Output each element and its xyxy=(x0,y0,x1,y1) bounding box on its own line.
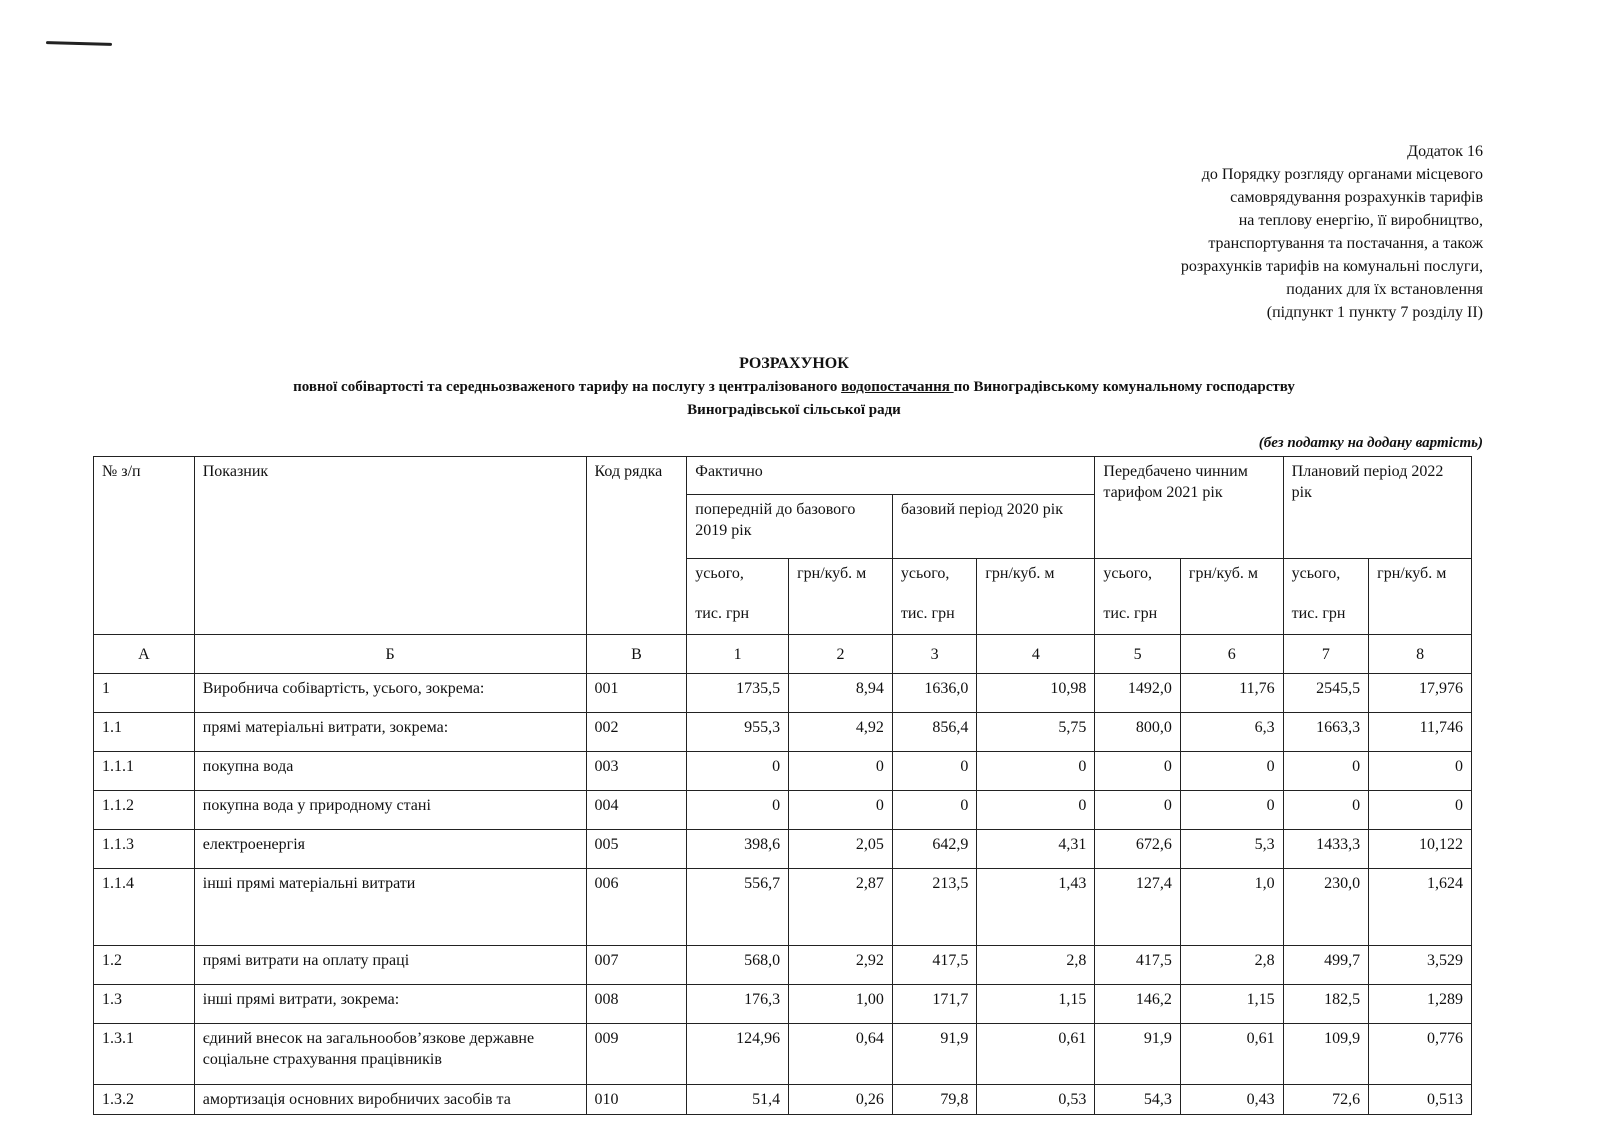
value-cell: 1,624 xyxy=(1369,869,1472,946)
value-cell: 5,75 xyxy=(977,713,1095,752)
header-total-top: усього, xyxy=(1103,565,1152,582)
value-cell: 171,7 xyxy=(892,985,976,1024)
value-cell: 0,53 xyxy=(977,1085,1095,1115)
addendum-line: транспортування та постачання, а також xyxy=(1208,235,1483,252)
value-cell: 0 xyxy=(789,752,893,791)
header-total xyxy=(892,559,976,635)
value-cell: 2,92 xyxy=(789,946,893,985)
value-cell: 1636,0 xyxy=(892,674,976,713)
addendum-note xyxy=(1063,140,1483,324)
value-cell: 642,9 xyxy=(892,830,976,869)
table-row xyxy=(94,985,1472,1024)
header-per-unit-text: грн/куб. м xyxy=(1377,565,1447,582)
indicator-name-cell: амортизація основних виробничих засобів та xyxy=(194,1085,586,1115)
table-row xyxy=(94,752,1472,791)
value-cell: 417,5 xyxy=(892,946,976,985)
value-cell: 0 xyxy=(1095,791,1180,830)
value-cell: 0 xyxy=(687,791,789,830)
value-cell: 0,513 xyxy=(1369,1085,1472,1115)
value-cell: 91,9 xyxy=(892,1024,976,1085)
header-base-period: базовий період 2020 рік xyxy=(892,495,1095,559)
value-cell: 0,776 xyxy=(1369,1024,1472,1085)
column-index-cell: 7 xyxy=(1283,635,1368,674)
indicator-name-cell: покупна вода xyxy=(194,752,586,791)
header-per-unit-text: грн/куб. м xyxy=(1188,565,1259,582)
value-cell: 2,87 xyxy=(789,869,893,946)
row-code-cell: 008 xyxy=(586,985,687,1024)
value-cell: 4,31 xyxy=(977,830,1095,869)
value-cell: 8,94 xyxy=(789,674,893,713)
column-index-cell: Б xyxy=(194,635,586,674)
value-cell: 0,26 xyxy=(789,1085,893,1115)
header-per-unit xyxy=(1180,559,1283,635)
header-total-top: усього, xyxy=(1291,565,1341,582)
indicator-name-cell: інші прямі витрати, зокрема: xyxy=(194,985,586,1024)
value-cell: 0 xyxy=(1095,752,1180,791)
value-cell: 146,2 xyxy=(1095,985,1180,1024)
header-per-unit xyxy=(789,559,893,635)
indicator-name-cell: єдиний внесок на загальнообов’язкове державне соціальне страхування працівників xyxy=(194,1024,586,1085)
row-code-cell: 001 xyxy=(586,674,687,713)
value-cell: 1,289 xyxy=(1369,985,1472,1024)
header-num: № з/п xyxy=(94,457,195,635)
column-index-cell: 4 xyxy=(977,635,1095,674)
cost-calculation-table xyxy=(93,456,1472,1115)
header-total-top: усього, xyxy=(695,565,744,582)
value-cell: 17,976 xyxy=(1369,674,1472,713)
value-cell: 1,00 xyxy=(789,985,893,1024)
value-cell: 2,8 xyxy=(1180,946,1283,985)
addendum-line: розрахунків тарифів на комунальні послуги, xyxy=(1180,258,1483,275)
header-total-bottom: тис. грн xyxy=(900,605,955,622)
value-cell: 2545,5 xyxy=(1283,674,1368,713)
header-total-bottom: тис. грн xyxy=(1291,605,1346,622)
value-cell: 91,9 xyxy=(1095,1024,1180,1085)
document-subtitle xyxy=(0,376,1588,422)
vat-note: (без податку на додану вартість) xyxy=(1258,435,1483,451)
scan-mark xyxy=(46,41,112,46)
header-total xyxy=(1095,559,1180,635)
table-row xyxy=(94,830,1472,869)
value-cell: 1,43 xyxy=(977,869,1095,946)
indicator-name-cell: інші прямі матеріальні витрати xyxy=(194,869,586,946)
value-cell: 51,4 xyxy=(687,1085,789,1115)
value-cell: 672,6 xyxy=(1095,830,1180,869)
addendum-line: до Порядку розгляду органами місцевого xyxy=(1201,166,1483,183)
indicator-name-cell: електроенергія xyxy=(194,830,586,869)
value-cell: 6,3 xyxy=(1180,713,1283,752)
row-code-cell: 007 xyxy=(586,946,687,985)
value-cell: 0 xyxy=(1180,752,1283,791)
row-number-cell: 1 xyxy=(94,674,195,713)
addendum-line: поданих для їх встановлення xyxy=(1286,281,1483,298)
value-cell: 1,15 xyxy=(1180,985,1283,1024)
header-per-unit xyxy=(1369,559,1472,635)
row-code-cell: 002 xyxy=(586,713,687,752)
subtitle-line-2: Виноградівської сільської ради xyxy=(687,402,901,418)
indicator-name-cell: прямі матеріальні витрати, зокрема: xyxy=(194,713,586,752)
value-cell: 3,529 xyxy=(1369,946,1472,985)
table-row xyxy=(94,946,1472,985)
addendum-line: самоврядування розрахунків тарифів xyxy=(1230,189,1483,206)
header-prev-period: попередній до базового 2019 рік xyxy=(687,495,893,559)
header-plan-period: Плановий період 2022 рік xyxy=(1283,457,1471,559)
header-indicator: Показник xyxy=(194,457,586,635)
value-cell: 124,96 xyxy=(687,1024,789,1085)
value-cell: 0,61 xyxy=(977,1024,1095,1085)
subtitle-line-1 xyxy=(0,376,1588,399)
value-cell: 1663,3 xyxy=(1283,713,1368,752)
table-row xyxy=(94,1024,1472,1085)
table-row xyxy=(94,674,1472,713)
value-cell: 955,3 xyxy=(687,713,789,752)
subtitle-service: водопостачання xyxy=(841,379,954,395)
table-row xyxy=(94,1085,1472,1115)
value-cell: 2,8 xyxy=(977,946,1095,985)
value-cell: 556,7 xyxy=(687,869,789,946)
indicator-name-cell: прямі витрати на оплату праці xyxy=(194,946,586,985)
row-code-cell: 010 xyxy=(586,1085,687,1115)
value-cell: 0 xyxy=(1180,791,1283,830)
value-cell: 2,05 xyxy=(789,830,893,869)
addendum-line: Додаток 16 xyxy=(1407,143,1483,160)
row-number-cell: 1.1.1 xyxy=(94,752,195,791)
row-number-cell: 1.3.2 xyxy=(94,1085,195,1115)
header-code: Код рядка xyxy=(586,457,687,635)
row-code-cell: 004 xyxy=(586,791,687,830)
header-total-bottom: тис. грн xyxy=(695,605,750,622)
row-number-cell: 1.1.4 xyxy=(94,869,195,946)
column-index-cell: 3 xyxy=(892,635,976,674)
header-per-unit-text: грн/куб. м xyxy=(985,565,1055,582)
subtitle-part-1: повної собівартості та середньозваженого тарифу на послугу з централізованого xyxy=(293,379,842,395)
value-cell: 398,6 xyxy=(687,830,789,869)
value-cell: 4,92 xyxy=(789,713,893,752)
value-cell: 0,61 xyxy=(1180,1024,1283,1085)
value-cell: 230,0 xyxy=(1283,869,1368,946)
value-cell: 856,4 xyxy=(892,713,976,752)
row-number-cell: 1.1.2 xyxy=(94,791,195,830)
column-index-cell: 5 xyxy=(1095,635,1180,674)
row-number-cell: 1.3.1 xyxy=(94,1024,195,1085)
value-cell: 1433,3 xyxy=(1283,830,1368,869)
value-cell: 182,5 xyxy=(1283,985,1368,1024)
header-actual: Фактично xyxy=(687,457,1095,495)
value-cell: 499,7 xyxy=(1283,946,1368,985)
value-cell: 1,15 xyxy=(977,985,1095,1024)
value-cell: 79,8 xyxy=(892,1085,976,1115)
value-cell: 0 xyxy=(1369,791,1472,830)
value-cell: 10,98 xyxy=(977,674,1095,713)
column-index-cell: В xyxy=(586,635,687,674)
row-code-cell: 009 xyxy=(586,1024,687,1085)
value-cell: 213,5 xyxy=(892,869,976,946)
header-total-top: усього, xyxy=(900,565,950,582)
addendum-line: (підпункт 1 пункту 7 розділу ІІ) xyxy=(1266,304,1483,321)
value-cell: 0 xyxy=(892,791,976,830)
value-cell: 0 xyxy=(789,791,893,830)
value-cell: 10,122 xyxy=(1369,830,1472,869)
value-cell: 0,43 xyxy=(1180,1085,1283,1115)
column-index-cell: 8 xyxy=(1369,635,1472,674)
addendum-line: на теплову енергію, її виробництво, xyxy=(1238,212,1483,229)
table-row xyxy=(94,791,1472,830)
column-index-cell: 2 xyxy=(789,635,893,674)
value-cell: 72,6 xyxy=(1283,1085,1368,1115)
value-cell: 0 xyxy=(977,791,1095,830)
value-cell: 568,0 xyxy=(687,946,789,985)
row-number-cell: 1.1 xyxy=(94,713,195,752)
header-per-unit-text: грн/куб. м xyxy=(797,565,867,582)
value-cell: 800,0 xyxy=(1095,713,1180,752)
value-cell: 0,64 xyxy=(789,1024,893,1085)
header-current-tariff: Передбачено чинним тарифом 2021 рік xyxy=(1095,457,1283,559)
row-number-cell: 1.1.3 xyxy=(94,830,195,869)
value-cell: 54,3 xyxy=(1095,1085,1180,1115)
value-cell: 1492,0 xyxy=(1095,674,1180,713)
value-cell: 1,0 xyxy=(1180,869,1283,946)
value-cell: 0 xyxy=(687,752,789,791)
value-cell: 11,746 xyxy=(1369,713,1472,752)
column-index-row xyxy=(94,635,1472,674)
value-cell: 0 xyxy=(1369,752,1472,791)
value-cell: 127,4 xyxy=(1095,869,1180,946)
column-index-cell: 6 xyxy=(1180,635,1283,674)
row-number-cell: 1.2 xyxy=(94,946,195,985)
value-cell: 109,9 xyxy=(1283,1024,1368,1085)
row-code-cell: 003 xyxy=(586,752,687,791)
value-cell: 176,3 xyxy=(687,985,789,1024)
value-cell: 11,76 xyxy=(1180,674,1283,713)
subtitle-part-2: по Виноградівському комунальному господарству xyxy=(953,379,1295,395)
value-cell: 417,5 xyxy=(1095,946,1180,985)
value-cell: 0 xyxy=(1283,791,1368,830)
value-cell: 1735,5 xyxy=(687,674,789,713)
header-total xyxy=(687,559,789,635)
value-cell: 5,3 xyxy=(1180,830,1283,869)
value-cell: 0 xyxy=(892,752,976,791)
header-row-1 xyxy=(94,457,1472,495)
column-index-cell: 1 xyxy=(687,635,789,674)
header-total xyxy=(1283,559,1368,635)
table-body xyxy=(94,457,1472,1115)
value-cell: 0 xyxy=(1283,752,1368,791)
document-title: РОЗРАХУНОК xyxy=(739,355,849,372)
header-per-unit xyxy=(977,559,1095,635)
column-index-cell: А xyxy=(94,635,195,674)
row-code-cell: 006 xyxy=(586,869,687,946)
table-row xyxy=(94,869,1472,946)
table-row xyxy=(94,713,1472,752)
indicator-name-cell: покупна вода у природному стані xyxy=(194,791,586,830)
header-total-bottom: тис. грн xyxy=(1103,605,1158,622)
row-number-cell: 1.3 xyxy=(94,985,195,1024)
row-code-cell: 005 xyxy=(586,830,687,869)
indicator-name-cell: Виробнича собівартість, усього, зокрема: xyxy=(194,674,586,713)
value-cell: 0 xyxy=(977,752,1095,791)
